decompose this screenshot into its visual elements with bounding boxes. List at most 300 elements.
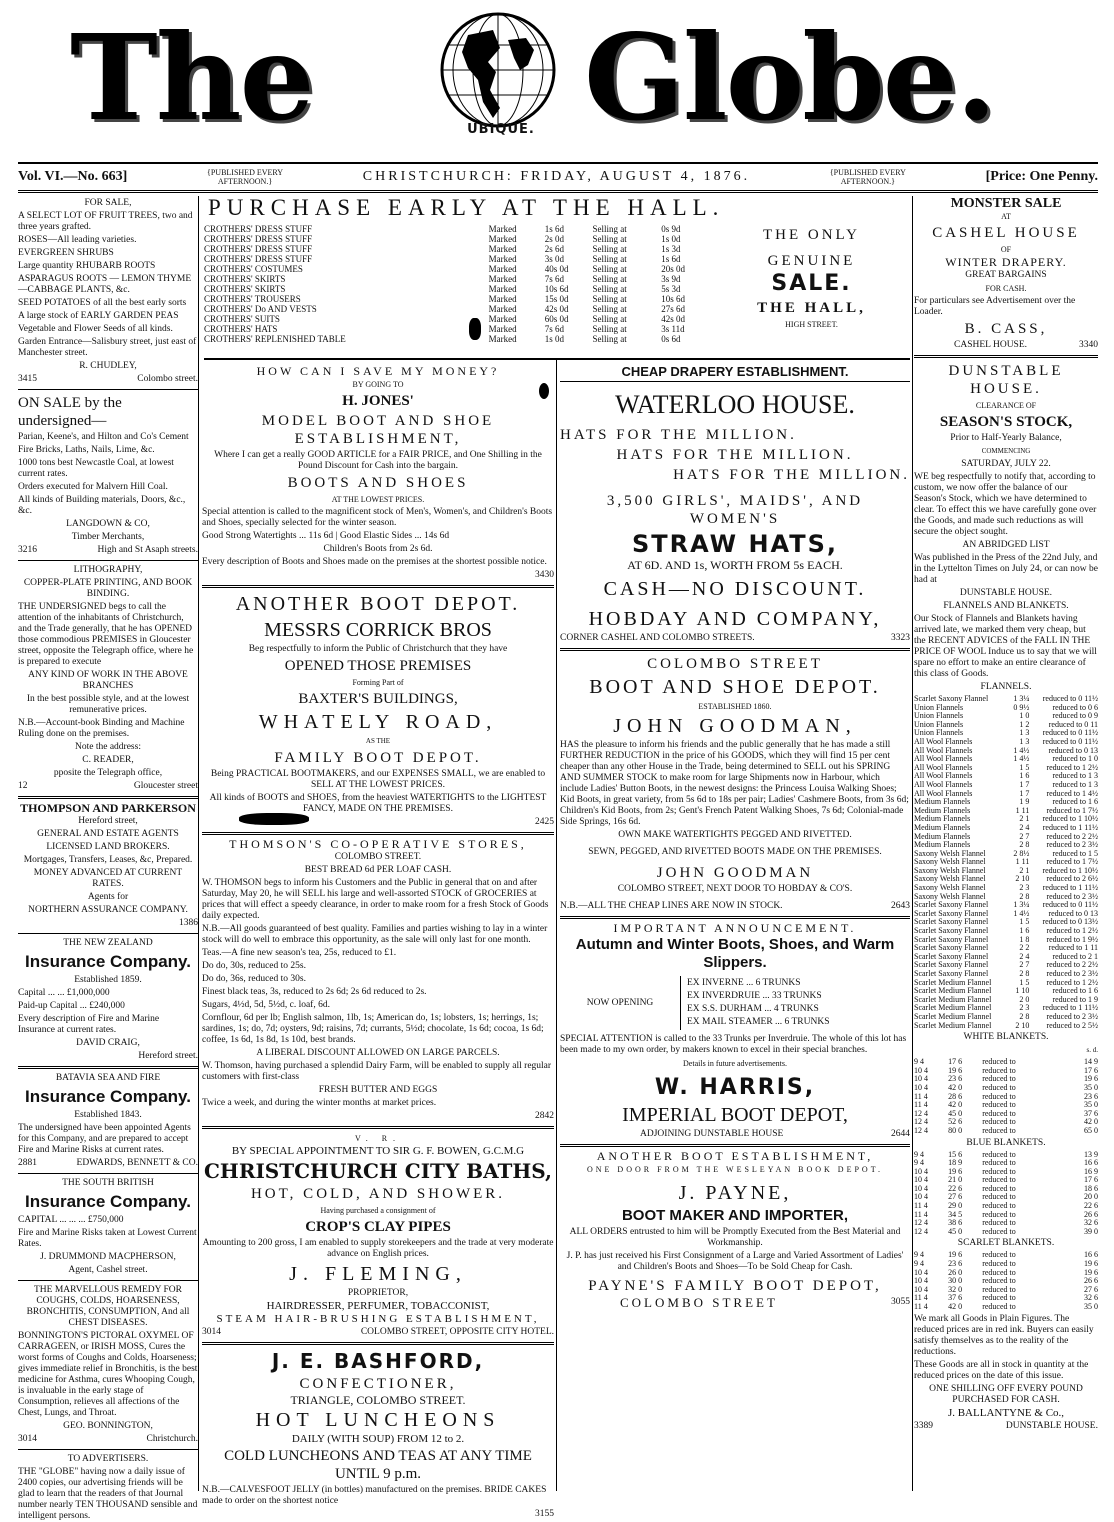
table-cell: reduced to 1 9 <box>1052 994 1098 1004</box>
table-cell: 21 0 <box>948 1175 963 1185</box>
ad-line: Capital ... ... £1,000,000 <box>18 988 110 998</box>
table-cell: 12 4 <box>914 1108 928 1118</box>
table-cell: reduced to <box>982 1175 1016 1185</box>
ad-line: All kinds of BOOTS and SHOES, from the heaviest WATERTIGHTS to the LIGHTEST FANCY, MADE ON THE PREMISES. <box>209 793 547 814</box>
table-cell: Marked <box>488 284 517 294</box>
table-cell: CROTHERS' HATS <box>204 324 278 334</box>
ad-title: HOBDAY AND COMPANY, <box>588 608 882 630</box>
divider <box>560 648 910 651</box>
table-cell: 9 4 <box>914 1158 924 1168</box>
ad-line: MONEY ADVANCED AT CURRENT RATES. <box>33 868 183 889</box>
ad-address: Colombo street. <box>137 374 198 384</box>
table-cell: 10 4 <box>914 1082 928 1092</box>
ad-number: 3216 <box>18 545 37 555</box>
ad-title: W. HARRIS, <box>654 1075 816 1100</box>
ad-address: COLOMBO STREET, NEXT DOOR TO HOBDAY & CO'S. <box>617 884 853 894</box>
ad-address: HIGH STREET. <box>785 320 838 329</box>
ad-line: A large stock of EARLY GARDEN PEAS <box>18 311 179 321</box>
ad-line: DUNSTABLE HOUSE. <box>959 588 1053 598</box>
ad-line: Where I can get a really GOOD ARTICLE for a FAIR PRICE, and One Shilling in the Pound Discount for Cash into the bargain. <box>214 450 542 471</box>
advert-langdown <box>18 394 198 556</box>
ad-line: BONNINGTON'S PICTORAL OXYMEL OF CARRAGEEN, or IRISH MOSS, Cures the worst forms of Coughs and Colds, Hoarseness; gives immediate relief in Bronchitis, is the best medicine for Asthma, cures Whooping Cough, is invaluable in the early stage of Consumption, relieves all affections of the Chest, Lungs, and Throat. <box>18 1331 198 1418</box>
ad-line: N.B.—Account-book Binding and Machine Ruling done on the premises. <box>18 718 185 739</box>
table-cell: 28 6 <box>948 1091 963 1101</box>
table-cell: 37 6 <box>1084 1108 1098 1118</box>
table-cell: 16 9 <box>1084 1166 1098 1176</box>
table-cell: Selling at <box>592 304 627 314</box>
ad-line: Forming Part of <box>352 678 404 687</box>
ad-line: HAIRDRESSER, PERFUMER, TOBACCONIST, <box>266 1300 490 1312</box>
table-row <box>204 304 709 314</box>
ad-line: ANY KIND OF WORK IN THE ABOVE BRANCHES <box>28 670 188 691</box>
table-cell: reduced to 1 6 <box>1052 986 1098 996</box>
ad-title: BOOT AND SHOE DEPOT. <box>589 676 881 698</box>
table-cell: 10 4 <box>914 1192 928 1202</box>
divider <box>18 389 198 390</box>
table-cell: reduced to 1 0 <box>1052 754 1098 764</box>
table-cell: 15 6 <box>948 1149 963 1159</box>
publication-note: {PUBLISHED EVERY AFTERNOON.} <box>207 168 284 186</box>
table-cell: 1 0 <box>1019 711 1030 721</box>
blue-blankets-table <box>914 1151 1098 1237</box>
table-cell: 1s 6d <box>544 224 565 234</box>
ad-line: BY GOING TO <box>352 380 404 389</box>
divider <box>560 916 910 919</box>
ad-line: In the best possible style, and at the lowest remunerative prices. <box>26 694 190 715</box>
ad-title: HOT LUNCHEONS <box>255 1409 501 1431</box>
table-cell: reduced to <box>982 1192 1016 1202</box>
table-cell: Marked <box>488 244 517 254</box>
table-cell: 39 0 <box>1084 1226 1098 1236</box>
ad-heading: COLOMBO STREET <box>647 656 823 672</box>
table-cell: Selling at <box>592 274 627 284</box>
table-cell: CROTHERS' DRESS STUFF <box>204 234 313 244</box>
table-cell: reduced to <box>982 1166 1016 1176</box>
table-cell: reduced to 1 5 <box>1052 848 1098 858</box>
table-cell: Scarlet Medium Flannel <box>914 994 992 1004</box>
ad-line: Teas.—A fine new season's tea, 25s, reduced to £1. <box>202 948 397 958</box>
table-cell: Saxony Welsh Flannel <box>914 883 986 893</box>
advert-bashford <box>202 1349 554 1520</box>
table-cell: Marked <box>488 304 517 314</box>
ad-line: AT <box>1001 212 1011 221</box>
table-cell: 2 8 <box>1019 1011 1030 1021</box>
table-cell: Union Flannels <box>914 719 964 729</box>
table-cell: CROTHERS' DRESS STUFF <box>204 254 313 264</box>
ad-number: 3014 <box>18 1434 37 1444</box>
table-cell: 2 7 <box>1019 960 1030 970</box>
divider <box>18 1280 198 1281</box>
ad-line: We mark all Goods in Plain Figures. The reduced prices are in red ink. Buyers can easily satisfy themselves as to the reality of the reductions. <box>914 1313 1094 1357</box>
masthead-motto: UBIQUE. <box>467 122 535 137</box>
table-cell: reduced to 2 3½ <box>1046 1011 1098 1021</box>
divider <box>914 355 1098 358</box>
table-cell: reduced to 0 9 <box>1052 711 1098 721</box>
table-cell: 65 0 <box>1084 1125 1098 1135</box>
ad-line: A SELECT LOT OF FRUIT TREES, two and three years grafted. <box>18 211 193 232</box>
table-cell: reduced to 0 13 <box>1048 745 1098 755</box>
table-cell: Medium Flannels <box>914 840 971 850</box>
ad-line: Paid-up Capital ... £240,000 <box>18 1001 125 1011</box>
ad-signature: DAVID CRAIG, <box>76 1038 140 1048</box>
table-cell: All Wool Flannels <box>914 762 973 772</box>
ad-line: ROSES—All leading varieties. <box>18 235 137 245</box>
table-cell: Selling at <box>592 244 627 254</box>
ad-title: CASHEL HOUSE <box>932 225 1080 241</box>
masthead <box>0 0 1114 160</box>
table-cell: 2 3 <box>1019 1003 1030 1013</box>
table-row <box>204 244 709 254</box>
table-cell: 11 4 <box>914 1293 928 1303</box>
table-cell: All Wool Flannels <box>914 771 973 781</box>
table-cell: Scarlet Saxony Flannel <box>914 934 989 944</box>
ad-line: WE beg respectfully to notify that, according to custom, we now offer the balance of our Season's Stock, which we have determined to clear. To effect this we have carefully gone over the Goods, and made such reductions as will secure the object sought. <box>914 472 1097 537</box>
divider <box>18 1173 198 1174</box>
table-cell: 0s 6d <box>661 334 681 344</box>
table-cell: Selling at <box>592 334 627 344</box>
ad-line: SEED POTATOES of all the best early sorts <box>18 298 187 308</box>
ad-line: DAILY (WITH SOUP) FROM 12 to 2. <box>291 1433 465 1445</box>
table-cell: 1 7 <box>1019 788 1030 798</box>
advert-thomson-stores <box>202 839 554 1122</box>
table-cell: reduced to 1 9½ <box>1046 934 1098 944</box>
ad-heading: FLANNELS. <box>980 682 1032 692</box>
ad-heading: WINTER DRAPERY. <box>945 255 1067 269</box>
divider <box>202 832 554 835</box>
ad-line: N.B.—ALL THE CHEAP LINES ARE NOW IN STOCK. <box>560 901 783 911</box>
advert-dunstable-house <box>914 362 1098 1432</box>
table-cell: 10 4 <box>914 1284 928 1294</box>
ad-heading: WHITE BLANKETS. <box>963 1032 1049 1043</box>
ad-line: GENUINE <box>767 253 856 269</box>
table-cell: reduced to 2 3½ <box>1046 969 1098 978</box>
table-cell: reduced to 2 2½ <box>1046 831 1098 841</box>
table-row <box>204 234 709 244</box>
table-cell: Union Flannels <box>914 702 964 712</box>
ad-number: 3430 <box>535 570 554 580</box>
table-cell: reduced to <box>982 1293 1016 1303</box>
ad-line: Sugars, 4½d, 5d, 5½d, c. loaf, 6d. <box>202 1000 330 1010</box>
table-cell: reduced to 2 5½ <box>1046 1020 1098 1030</box>
ad-line: FOR CASH. <box>985 284 1027 293</box>
table-cell: reduced to <box>982 1284 1016 1294</box>
advert-corrick-bros <box>202 592 554 828</box>
table-cell: Marked <box>488 274 517 284</box>
advert-waterloo-house <box>560 366 910 644</box>
table-cell: 15s 0d <box>544 294 569 304</box>
ad-line: EX INVERNE ... 6 TRUNKS <box>687 978 801 988</box>
table-cell: 1 6 <box>1019 771 1030 781</box>
advert-w-harris <box>560 923 910 1140</box>
ad-line: AS THE <box>365 737 391 745</box>
table-cell: reduced to <box>982 1082 1016 1092</box>
ad-number: 2881 <box>18 1158 37 1168</box>
ad-line: HATS FOR THE MILLION. <box>560 427 797 443</box>
table-cell: 1 4½ <box>1013 745 1030 755</box>
ad-address: CORNER CASHEL AND COLOMBO STREETS. <box>560 633 755 643</box>
table-cell: 22 6 <box>1084 1201 1098 1211</box>
table-cell: 2 3 <box>1019 883 1030 893</box>
table-cell: Scarlet Saxony Flannel <box>914 926 989 936</box>
table-cell: reduced to <box>982 1091 1016 1101</box>
table-cell: 17 6 <box>1084 1065 1098 1075</box>
ad-line: OF <box>1000 245 1012 254</box>
table-cell: 2 8 <box>1019 891 1030 901</box>
ad-line: BY SPECIAL APPOINTMENT TO SIR G. F. BOWEN, G.C.M.G <box>231 1145 525 1157</box>
table-cell: All Wool Flannels <box>914 779 973 789</box>
table-cell: 1 3 <box>1019 736 1030 746</box>
masthead-title-left: The <box>70 8 313 147</box>
table-cell: 60s 0d <box>544 314 569 324</box>
ad-heading: JOHN GOODMAN <box>656 865 814 881</box>
table-cell: CROTHERS' Do AND VESTS <box>204 304 317 314</box>
table-cell: 11 4 <box>914 1201 928 1211</box>
ad-number: 3389 <box>914 1420 933 1431</box>
table-cell: 23 6 <box>948 1074 963 1084</box>
table-cell: 1 5 <box>1019 762 1030 772</box>
table-cell: reduced to <box>982 1158 1016 1168</box>
table-cell: 3s 11d <box>661 324 685 334</box>
table-cell: 19 6 <box>948 1166 963 1176</box>
table-cell: reduced to <box>982 1276 1016 1286</box>
ad-line: W. THOMSON begs to inform his Customers and the Public in general that on and after Saturday, May 20, he will SELL his large and well-assorted STOCK of GROCERIES at prices that will effect a speedy clearance, in order to make room for a fresh Stock of Goods daily expected. <box>202 878 549 921</box>
table-cell: Scarlet Medium Flannel <box>914 977 992 987</box>
divider <box>18 933 198 934</box>
table-cell: reduced to <box>982 1218 1016 1228</box>
table-cell: Selling at <box>592 234 627 244</box>
table-cell: 1 3 <box>1019 728 1030 738</box>
ad-heading: FAMILY BOOT DEPOT. <box>274 750 482 766</box>
table-cell: 1s 6d <box>661 254 681 264</box>
ad-address: Gloucester street <box>133 781 198 791</box>
table-cell: reduced to 1 11½ <box>1042 822 1098 832</box>
globe-icon <box>438 10 558 130</box>
table-cell: All Wool Flannels <box>914 736 973 746</box>
table-cell: 1s 0d <box>661 234 681 244</box>
ad-heading: SCARLET BLANKETS. <box>957 1238 1055 1249</box>
ad-line: NOW OPENING <box>586 997 654 1008</box>
ad-title: J. E. BASHFORD, <box>271 1349 485 1373</box>
ad-title: Autumn and Winter Boots, Shoes, and Warm Slippers. <box>575 936 895 971</box>
table-cell: 7s 6d <box>544 274 565 284</box>
ad-signature: C. READER, <box>82 755 134 765</box>
table-cell: 19 6 <box>1084 1259 1098 1269</box>
ad-heading: THE HALL, <box>757 300 866 316</box>
ad-heading: HOW CAN I SAVE MY MONEY? <box>256 364 500 378</box>
table-cell: Saxony Welsh Flannel <box>914 848 986 858</box>
table-cell: Marked <box>488 254 517 264</box>
ad-line: SATURDAY, JULY 22. <box>961 459 1051 469</box>
table-cell: Scarlet Saxony Flannel <box>914 960 989 970</box>
table-cell: 9 4 <box>914 1250 924 1260</box>
ink-blot <box>469 318 481 340</box>
table-cell: CROTHERS' SKIRTS <box>204 274 286 284</box>
ad-line: Established 1843. <box>74 1110 142 1120</box>
table-cell: 11 4 <box>914 1302 928 1311</box>
table-cell: reduced to 0 13 <box>1048 908 1098 918</box>
table-cell: 26 6 <box>1084 1209 1098 1219</box>
table-cell: 16 6 <box>1084 1250 1098 1260</box>
ad-line: V. R. <box>354 1134 402 1143</box>
table-cell: 11 4 <box>914 1209 928 1219</box>
table-cell: 1 3¼ <box>1013 694 1030 703</box>
table-cell: 19 6 <box>1084 1074 1098 1084</box>
divider <box>202 585 554 588</box>
ad-line: For particulars see Advertisement over the Loader. <box>914 296 1076 317</box>
ad-heading: TO ADVERTISERS. <box>67 1454 149 1464</box>
table-row <box>914 1022 1098 1031</box>
ad-heading: THE MARVELLOUS REMEDY FOR COUGHS, COLDS, HOARSENESS, BRONCHITIS, CONSUMPTION, And all CHEST DISEASES. <box>26 1285 190 1328</box>
ad-title: SEASON'S STOCK, <box>939 414 1073 430</box>
table-row <box>204 294 709 304</box>
table-cell: Marked <box>488 264 517 274</box>
ad-line: EX INVERDRUIE ... 33 TRUNKS <box>687 991 822 1001</box>
ad-number: 2425 <box>535 817 554 827</box>
table-cell: 40s 0d <box>544 264 569 274</box>
ad-signature: GEO. BONNINGTON, <box>63 1421 153 1431</box>
scarlet-blankets-table <box>914 1251 1098 1311</box>
ad-line: CLEARANCE OF <box>975 401 1037 410</box>
table-cell: 19 6 <box>948 1065 963 1075</box>
table-cell: 18 9 <box>948 1158 963 1168</box>
ad-address: DUNSTABLE HOUSE. <box>1005 1420 1098 1431</box>
ad-line: COLOMBO STREET. <box>334 852 422 862</box>
ad-title: J. PAYNE, <box>678 1182 792 1204</box>
table-cell: reduced to <box>982 1057 1016 1067</box>
ad-line: THE UNDERSIGNED begs to call the attention of the inhabitants of Christchurch, and the Trade generally, that he has OPENED those commodious PREMISES in Gloucester street, opposite the Telegraph office, where he is prepared to execute <box>18 602 194 667</box>
table-cell: reduced to 1 2½ <box>1046 926 1098 936</box>
table-cell: 22 6 <box>948 1183 963 1193</box>
price-table <box>204 224 709 344</box>
ad-number: 1386 <box>179 918 198 928</box>
ad-title: CASH—NO DISCOUNT. <box>603 578 867 600</box>
table-cell: reduced to 1 4½ <box>1046 788 1098 798</box>
table-cell: reduced to <box>982 1183 1016 1193</box>
table-cell: 1 7 <box>1019 779 1030 789</box>
table-cell: 23 6 <box>948 1259 963 1269</box>
ad-line: Was published in the Press of the 22nd July, and in the Lyttelton Times on July 24, or can now be had at <box>914 553 1098 585</box>
table-cell: 19 6 <box>1084 1267 1098 1277</box>
ad-signature: LANGDOWN & CO, <box>66 519 150 529</box>
ad-number: 3323 <box>891 633 910 643</box>
ad-title: Insurance Company. <box>25 952 191 971</box>
table-cell: 34 5 <box>948 1209 963 1219</box>
ad-line: NORTHERN ASSURANCE COMPANY. <box>28 905 188 915</box>
advert-city-baths <box>202 1133 554 1338</box>
ad-line: ON SALE by the undersigned— <box>18 395 122 429</box>
table-cell: 20 0 <box>1084 1192 1098 1202</box>
table-cell: reduced to 0 13½ <box>1042 917 1098 927</box>
ad-line: Twice a week, and during the winter months at market prices. <box>202 1098 437 1108</box>
table-cell: 13 9 <box>1084 1149 1098 1159</box>
ad-line: Timber Merchants, <box>71 532 145 542</box>
table-cell: 42s 0d <box>544 304 569 314</box>
ad-line: Children's Boots from 2s 6d. <box>323 544 433 554</box>
ad-line: N.B.—CALVESFOOT JELLY (in bottles) manufactured on the premises. BRIDE CAKES made to order on the shortest notice <box>202 1485 547 1506</box>
ad-title: STRAW HATS, <box>631 530 839 558</box>
table-cell: Medium Flannels <box>914 814 971 824</box>
table-cell: Scarlet Medium Flannel <box>914 1011 992 1021</box>
table-cell: 1 4½ <box>1013 908 1030 918</box>
ad-title: JOHN GOODMAN, <box>613 715 857 737</box>
table-cell: reduced to 0 11½ <box>1042 694 1098 703</box>
ad-title: CHRISTCHURCH CITY BATHS, <box>204 1159 552 1183</box>
ad-line: EX S.S. DURHAM ... 4 TRUNKS <box>687 1004 819 1014</box>
ad-address: CASHEL HOUSE. <box>954 340 1028 350</box>
ad-number: 3340 <box>1079 340 1098 350</box>
ad-heading: BAXTER'S BUILDINGS, <box>298 691 458 707</box>
table-cell: 26 0 <box>948 1267 963 1277</box>
advert-batavia-insurance <box>18 1073 198 1169</box>
advert-h-jones <box>202 366 554 581</box>
table-cell: 10s 6d <box>661 294 685 304</box>
column-center-right <box>560 364 910 1490</box>
ad-title: MONSTER SALE <box>950 196 1062 211</box>
table-cell: 20s 0d <box>661 264 685 274</box>
ad-heading: BLUE BLANKETS. <box>966 1137 1046 1148</box>
table-cell: Selling at <box>592 324 627 334</box>
table-cell: reduced to 1 10½ <box>1042 814 1098 824</box>
table-row <box>204 334 709 344</box>
ad-line: PROPRIETOR, <box>347 1288 409 1298</box>
table-cell: Scarlet Medium Flannel <box>914 986 992 996</box>
ad-heading: CHEAP DRAPERY ESTABLISHMENT. <box>621 364 849 379</box>
table-cell: Saxony Welsh Flannel <box>914 891 986 901</box>
ad-heading: IMPORTANT ANNOUNCEMENT. <box>613 921 857 935</box>
ad-line: AT 6D. AND 1s, WORTH FROM 5s EACH. <box>627 558 843 572</box>
divider <box>18 560 198 561</box>
ad-heading: HOT, COLD, AND SHOWER. <box>250 1186 506 1202</box>
table-cell: Selling at <box>592 254 627 264</box>
table-cell: Medium Flannels <box>914 805 971 815</box>
table-cell: reduced to <box>982 1065 1016 1075</box>
table-cell: 30 0 <box>948 1276 963 1286</box>
table-cell: reduced to <box>982 1149 1016 1159</box>
table-cell: CROTHERS' SKIRTS <box>204 284 286 294</box>
ad-line: FRESH BUTTER AND EGGS <box>318 1085 438 1095</box>
ad-line: Note the address: <box>75 742 141 752</box>
ad-line: Special attention is called to the magnificent stock of Men's, Women's, and Children's Boots and Shoes, specially selected for the winter season. <box>202 507 553 528</box>
table-cell: reduced to 0 11½ <box>1042 736 1098 746</box>
ad-line: COMMENCING <box>981 447 1031 455</box>
table-cell: 42 0 <box>948 1302 963 1311</box>
table-cell: 35 0 <box>1084 1082 1098 1092</box>
table-cell: 10 4 <box>914 1183 928 1193</box>
column-rule <box>912 196 913 1491</box>
advert-lithography <box>18 565 198 792</box>
table-cell: 10 4 <box>914 1267 928 1277</box>
ad-line: J. P. has just received his First Consignment of a Large and Varied Assortment of Ladies' and Children's Boots and Shoes—To be Sold Cheap for Cash. <box>566 1251 904 1272</box>
table-cell: reduced to <box>982 1117 1016 1127</box>
ad-signature: B. CASS, <box>964 321 1048 337</box>
table-cell: Selling at <box>592 314 627 324</box>
table-cell: 1 5 <box>1019 917 1030 927</box>
table-cell: Scarlet Medium Flannel <box>914 1003 992 1013</box>
ad-line: ALL ORDERS entrusted to him will be Promptly Executed from the Best Material and Workmanship. <box>569 1227 901 1248</box>
table-cell: 42 0 <box>948 1100 963 1110</box>
table-cell: reduced to 2 6½ <box>1046 874 1098 884</box>
ad-line: OWN MAKE WATERTIGHTS PEGGED AND RIVETTED. <box>618 830 852 840</box>
table-cell: 5s 3d <box>661 284 681 294</box>
ad-line: GREAT BARGAINS <box>965 270 1047 280</box>
ad-line: s. d. <box>1086 1046 1098 1055</box>
ad-heading: BOOTS AND SHOES <box>287 475 469 491</box>
table-cell: 0s 9d <box>661 224 681 234</box>
ad-line: ASPARAGUS ROOTS — LEMON THYME—CABBAGE PLANTS, &c. <box>18 274 192 295</box>
ad-number: 3014 <box>202 1327 221 1337</box>
ad-title: SALE. <box>771 271 852 296</box>
ad-line: Mortgages, Transfers, Leases, &c, Prepared. <box>23 855 193 865</box>
